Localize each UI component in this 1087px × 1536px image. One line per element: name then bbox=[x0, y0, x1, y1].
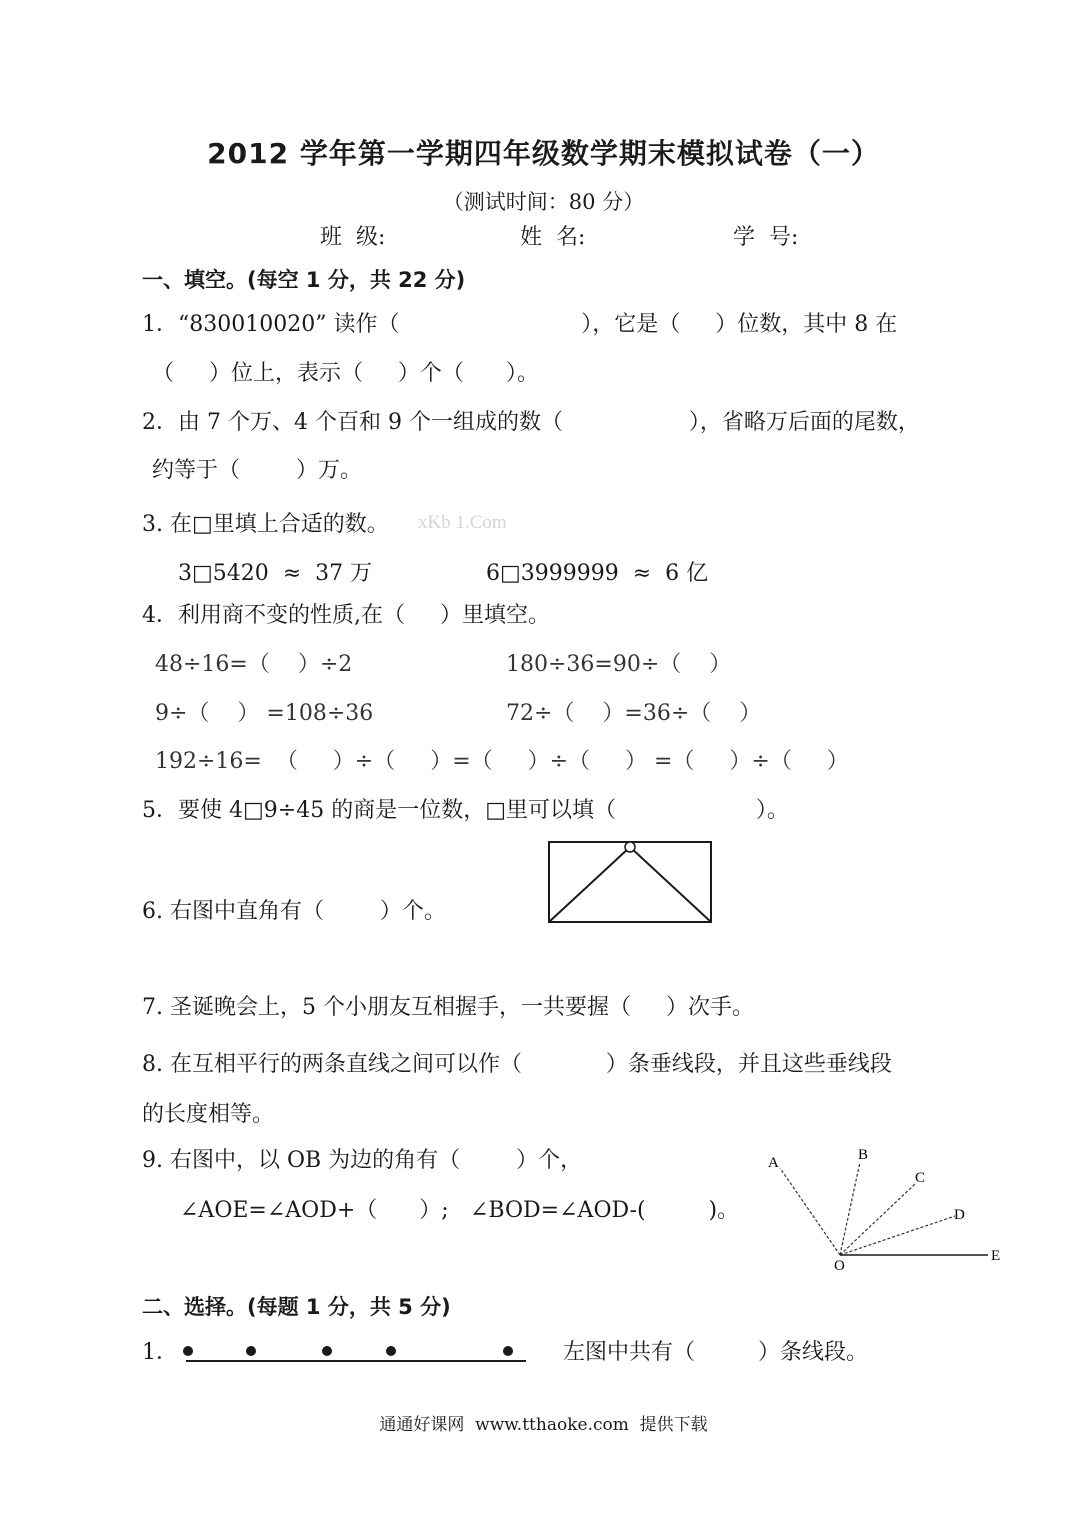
page-title: 2012 学年第一学期四年级数学期末模拟试卷（一） bbox=[207, 137, 880, 170]
ray-ob bbox=[840, 1162, 860, 1255]
q3-line1: 3. 在□里填上合适的数。 bbox=[142, 512, 389, 537]
page-subtitle: （测试时间：80 分） bbox=[442, 190, 645, 214]
section1-heading: 一、填空。(每空 1 分，共 22 分) bbox=[142, 268, 466, 292]
q1-line2: （ ）位上，表示（ ）个（ ）。 bbox=[152, 361, 539, 386]
q6-line: 6. 右图中直角有（ ）个。 bbox=[142, 899, 446, 924]
ray-oa bbox=[780, 1168, 840, 1255]
q9-angle-figure bbox=[760, 1140, 1010, 1275]
s2-q1-text: 左图中共有（ ）条线段。 bbox=[563, 1340, 868, 1365]
q6-right-diagonal bbox=[630, 847, 711, 922]
q8-line1: 8. 在互相平行的两条直线之间可以作（ ）条垂线段，并且这些垂线段 bbox=[142, 1052, 892, 1077]
q9-line1: 9. 右图中，以 OB 为边的角有（ ）个， bbox=[142, 1148, 583, 1173]
q3-item-a: 3□5420 ≈ 37 万 bbox=[178, 561, 373, 586]
class-field-label: 班 级: bbox=[320, 225, 386, 250]
q2-line2: 约等于（ ）万。 bbox=[152, 458, 362, 483]
ray-od bbox=[840, 1216, 955, 1255]
q4-line1: 4．利用商不变的性质,在（ ）里填空。 bbox=[142, 603, 550, 628]
q2-line1: 2．由 7 个万、4 个百和 9 个一组成的数（ ），省略万后面的尾数， bbox=[142, 410, 920, 435]
q9-line2b: ∠BOD=∠AOD-( )。 bbox=[470, 1198, 740, 1223]
watermark: xKb 1.Com bbox=[418, 512, 507, 533]
q9-line2a: ∠AOE=∠AOD+（ ）; bbox=[180, 1198, 449, 1223]
q4-item-b: 180÷36=90÷（ ） bbox=[506, 652, 732, 677]
q6-rectangle bbox=[549, 842, 711, 922]
label-d: D bbox=[954, 1207, 965, 1223]
section2-heading: 二、选择。(每题 1 分，共 5 分) bbox=[142, 1295, 451, 1319]
label-a: A bbox=[768, 1155, 779, 1171]
label-o: O bbox=[834, 1258, 845, 1274]
q4-item-d: 72÷（ ）=36÷（ ） bbox=[506, 701, 762, 726]
point-5 bbox=[503, 1346, 513, 1356]
ray-oc bbox=[840, 1184, 915, 1255]
q4-item-c: 9÷（ ） =108÷36 bbox=[155, 701, 374, 726]
point-2 bbox=[246, 1346, 256, 1356]
q5-line: 5．要使 4□9÷45 的商是一位数，□里可以填（ ）。 bbox=[142, 798, 789, 823]
q7-line: 7. 圣诞晚会上，5 个小朋友互相握手，一共要握（ ）次手。 bbox=[142, 995, 754, 1020]
label-c: C bbox=[915, 1170, 926, 1186]
s2-q1-number: 1． bbox=[142, 1340, 178, 1365]
s2-q1-line-figure bbox=[176, 1340, 536, 1370]
point-4 bbox=[386, 1346, 396, 1356]
student-number-field-label: 学 号: bbox=[733, 225, 799, 250]
q6-left-diagonal bbox=[549, 847, 630, 922]
point-1 bbox=[183, 1346, 193, 1356]
q3-item-b: 6□3999999 ≈ 6 亿 bbox=[486, 561, 709, 586]
q4-item-a: 48÷16=（ ）÷2 bbox=[155, 652, 353, 677]
point-3 bbox=[322, 1346, 332, 1356]
label-b: B bbox=[858, 1147, 869, 1163]
name-field-label: 姓 名: bbox=[520, 225, 586, 250]
q4-item-e: 192÷16= （ ）÷（ ）=（ ）÷（ ） =（ ）÷（ ） bbox=[155, 749, 849, 774]
q8-line2: 的长度相等。 bbox=[142, 1102, 275, 1127]
q1-line1: 1．“830010020” 读作（ ），它是（ ）位数，其中 8 在 bbox=[142, 312, 898, 337]
q6-vertex-marker bbox=[625, 842, 635, 852]
label-e: E bbox=[991, 1248, 1001, 1264]
q6-rectangle-figure bbox=[545, 838, 717, 928]
footer-text: 通通好课网 www.tthaoke.com 提供下载 bbox=[379, 1415, 708, 1435]
